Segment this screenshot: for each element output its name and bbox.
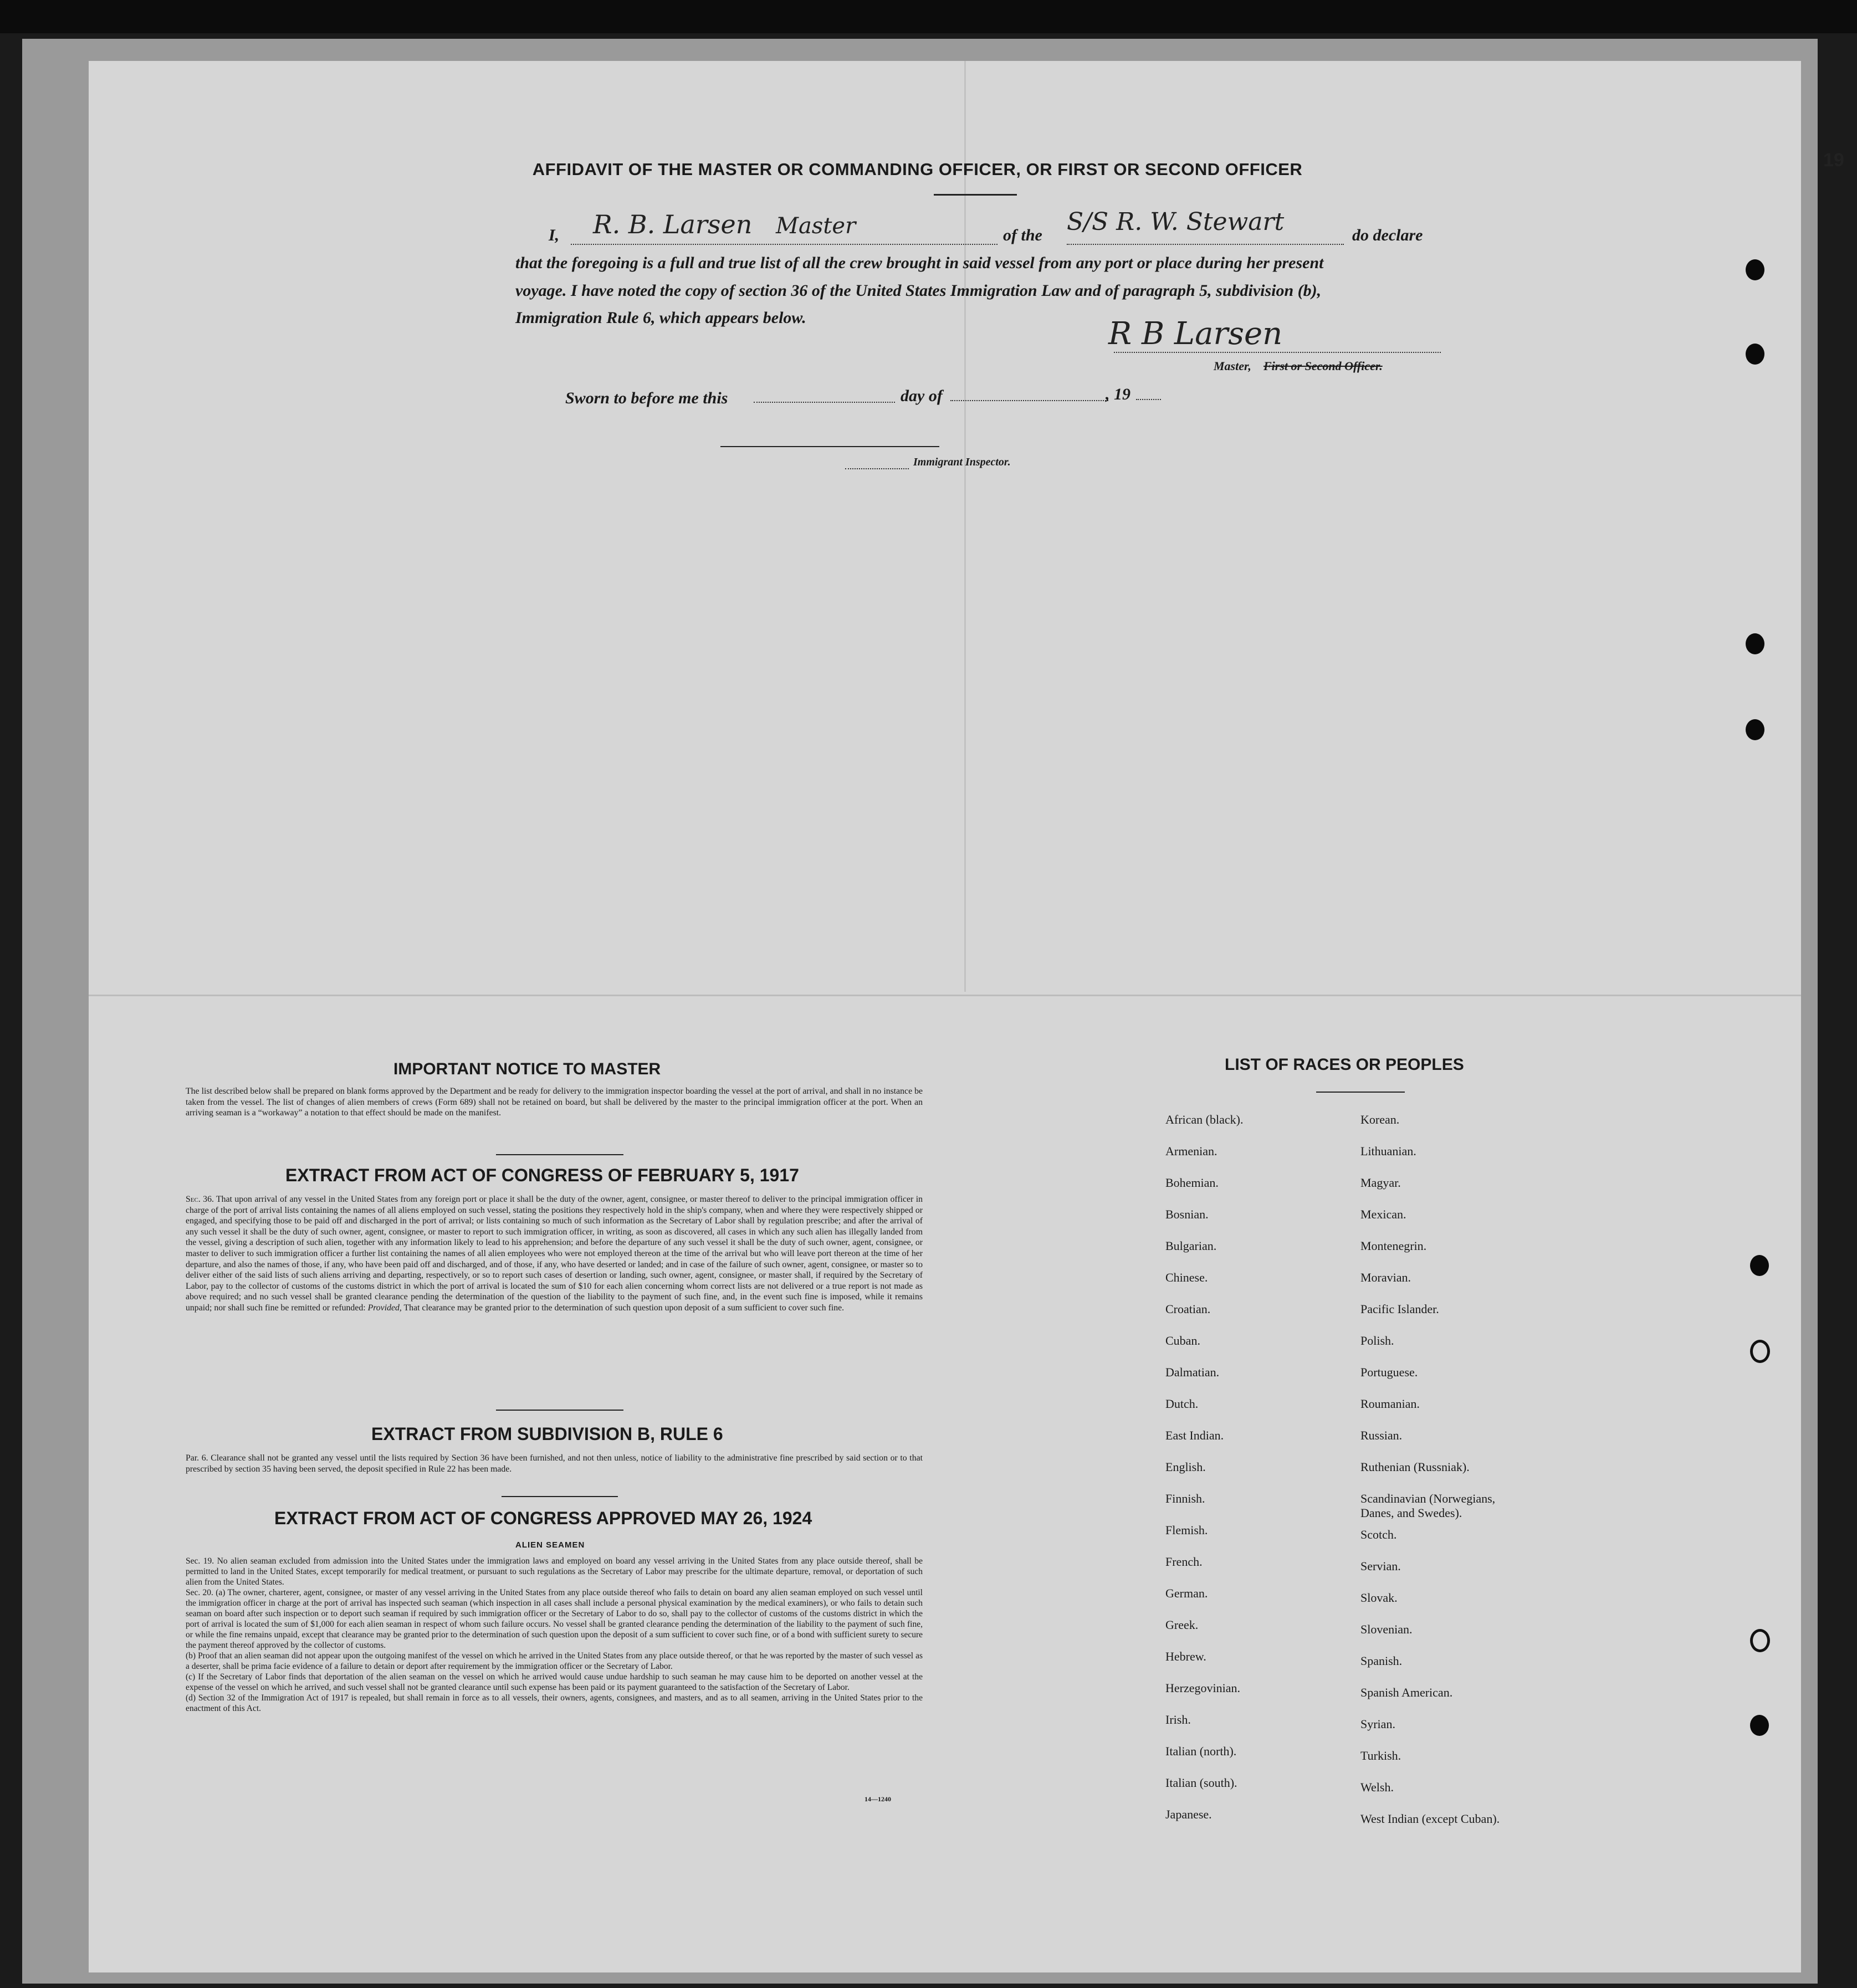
punch-hole-reinforced: [1750, 1340, 1770, 1363]
race-item: Korean.: [1360, 1113, 1400, 1126]
race-item: Magyar.: [1360, 1176, 1401, 1190]
affidavit-title: AFFIDAVIT OF THE MASTER OR COMMANDING OFFICER, OR FIRST OR SECOND OFFICER: [532, 160, 1303, 179]
notice-text: The list described below shall be prepared on blank forms approved by the Department and be ready for delivery to the immigration inspector boarding the vessel at the port of arrival, and shall in no instance be taken from the vessel. The list of changes of alien members of crews (Form 689) shall not be retained on board, but shall be delivered by the master to the principal immigration officer at the port. When an arriving seaman is a “workaway” a notation to that effect should be made on the manifest.: [186, 1087, 923, 1118]
race-item: Roumanian.: [1360, 1397, 1420, 1411]
punch-hole: [1750, 1255, 1769, 1276]
race-item: English.: [1165, 1460, 1206, 1474]
race-item: French.: [1165, 1555, 1203, 1569]
affidavit-do-declare: do declare: [1352, 226, 1423, 244]
month-blank: [950, 400, 1108, 401]
inspector-blank: [845, 468, 909, 469]
race-item: Japanese.: [1165, 1807, 1212, 1821]
fold-line-horizontal: [89, 995, 1801, 996]
affidavit-of-the: of the: [1003, 226, 1042, 244]
race-item: Portuguese.: [1360, 1365, 1418, 1379]
race-item: Servian.: [1360, 1559, 1401, 1573]
punch-hole: [1746, 633, 1764, 654]
race-item: Syrian.: [1360, 1717, 1395, 1731]
race-item: Herzegovinian.: [1165, 1681, 1240, 1695]
race-item: Moravian.: [1360, 1270, 1411, 1284]
race-item: Lithuanian.: [1360, 1144, 1416, 1158]
race-item: Russian.: [1360, 1428, 1403, 1442]
sec-20c-text: (c) If the Secretary of Labor finds that deportation of the alien seaman on the vessel on which he arrived would cause undue hardship to such seaman he may cause him to be deported on another vessel at the expense of the vessel on which he arrived, and such vessel shall not be granted clearance until such expense has been paid or its payment guaranteed to the satisfaction of the Secretary of Labor.: [186, 1672, 923, 1692]
race-item: Polish.: [1360, 1334, 1394, 1347]
race-item: Flemish.: [1165, 1523, 1208, 1537]
affidavit-line4: Immigration Rule 6, which appears below.: [515, 309, 806, 327]
punch-hole-reinforced: [1750, 1629, 1770, 1652]
race-item: Slovak.: [1360, 1591, 1398, 1605]
notice-title: IMPORTANT NOTICE TO MASTER: [393, 1060, 661, 1078]
fold-line-vertical: [964, 61, 966, 992]
sec-20d-text: (d) Section 32 of the Immigration Act of 1917 is repealed, but shall remain in force as to all vessels, their owners, agents, consignees, and masters, and as to all seamen, arriving in the United States prior to the enactment of this Act.: [186, 1693, 923, 1713]
proviso-word: Provided,: [367, 1303, 402, 1313]
race-item: West Indian (except Cuban).: [1360, 1812, 1500, 1826]
race-item: Greek.: [1165, 1618, 1199, 1632]
name-blank: [571, 244, 997, 245]
race-item: Mexican.: [1360, 1207, 1406, 1221]
race-item: Ruthenian (Russniak).: [1360, 1460, 1470, 1474]
form-code: 14—1240: [864, 1795, 891, 1803]
alien-seamen-subtitle: ALIEN SEAMEN: [515, 1540, 585, 1550]
races-title: LIST OF RACES OR PEOPLES: [1225, 1056, 1464, 1074]
signature-blank: [1114, 352, 1441, 353]
extract-1917-title: EXTRACT FROM ACT OF CONGRESS OF FEBRUARY 5, 1917: [285, 1165, 799, 1185]
race-item: Italian (south).: [1165, 1776, 1237, 1790]
handwritten-vessel: S/S R. W. Stewart: [1067, 208, 1285, 236]
race-item: Bulgarian.: [1165, 1239, 1217, 1253]
officer-label-struck: First or Second Officer.: [1263, 359, 1383, 373]
race-item: Welsh.: [1360, 1780, 1394, 1794]
year-prefix: , 19: [1106, 385, 1130, 403]
notice-rule: [496, 1154, 623, 1155]
race-item: Slovenian.: [1360, 1622, 1413, 1636]
inspector-label: Immigrant Inspector.: [913, 456, 1011, 468]
race-item: Armenian.: [1165, 1144, 1217, 1158]
master-label: Master,: [1214, 359, 1251, 373]
affidavit-line2: that the foregoing is a full and true list of all the crew brought in said vessel from any port or place during her present: [515, 254, 1324, 272]
extract-1924-title: EXTRACT FROM ACT OF CONGRESS APPROVED MAY 26, 1924: [274, 1508, 812, 1528]
race-item: East Indian.: [1165, 1428, 1224, 1442]
race-item: Scandinavian (Norwegians, Danes, and Swedes).: [1360, 1492, 1496, 1520]
race-item: Irish.: [1165, 1713, 1191, 1726]
race-item: Finnish.: [1165, 1492, 1205, 1505]
race-item: Bosnian.: [1165, 1207, 1209, 1221]
race-item: Chinese.: [1165, 1270, 1208, 1284]
master-signature: R B Larsen: [1108, 316, 1283, 352]
race-item: Croatian.: [1165, 1302, 1211, 1316]
subdivision-text: Par. 6. Clearance shall not be granted any vessel until the lists required by Section 36 have been furnished, and not then unless, notice of liability to the administrative fine prescribed by said section or to that prescribed by section 35 having been served, the deposit specified in Rule 22 has been made.: [186, 1453, 923, 1474]
race-item: Pacific Islander.: [1360, 1302, 1439, 1316]
race-item: Hebrew.: [1165, 1649, 1206, 1663]
punch-hole: [1746, 344, 1764, 365]
race-item: Spanish American.: [1360, 1685, 1453, 1699]
sec-36-label: Sec. 36.: [186, 1195, 214, 1204]
race-item: Italian (north).: [1165, 1744, 1237, 1758]
sec-19-text: Sec. 19. No alien seaman excluded from admission into the United States under the immigration laws and employed on board any vessel arriving in the United States from any place outside thereof, shall be permitted to land in the United States, except temporarily for medical treatment, or pursuant to such regulations as the Secretary of Labor may prescribe for the ultimate departure, removal, or deportation of such alien from the United States.: [186, 1556, 923, 1587]
year-blank: [1136, 399, 1161, 400]
race-item: Dalmatian.: [1165, 1365, 1220, 1379]
affidavit-i: I,: [549, 226, 560, 244]
rule-subdivision: [502, 1496, 618, 1497]
punch-hole: [1746, 259, 1764, 280]
race-item: African (black).: [1165, 1113, 1244, 1126]
sec-36-end: That clearance may be granted prior to the determination of such question upon deposit of a sum sufficient to cover such fine.: [403, 1303, 845, 1313]
race-item: Spanish.: [1360, 1654, 1403, 1668]
race-item: German.: [1165, 1586, 1208, 1600]
sec-20b-text: (b) Proof that an alien seaman did not appear upon the outgoing manifest of the vessel on which he arrived in the United States from any place outside thereof, or that he was reported by the master of such vessel as a deserter, shall be prima facie evidence of a failure to detain or deport after requirement by the immigration officer or the Secretary of Labor.: [186, 1651, 923, 1671]
corner-page-number: 19: [1823, 150, 1844, 171]
extract-1924-body: [186, 1556, 923, 1714]
race-item: Dutch.: [1165, 1397, 1199, 1411]
race-item: Bohemian.: [1165, 1176, 1219, 1190]
race-item: Montenegrin.: [1360, 1239, 1427, 1253]
title-rule: [934, 194, 1017, 196]
day-of-text: day of: [901, 387, 943, 405]
affidavit-line3: voyage. I have noted the copy of section 36 of the United States Immigration Law and of paragraph 5, subdivision (b),: [515, 281, 1322, 300]
race-item: Scotch.: [1360, 1528, 1397, 1541]
inspector-rule: [720, 446, 939, 447]
punch-hole: [1750, 1715, 1769, 1736]
race-item: Turkish.: [1360, 1749, 1401, 1762]
race-item: Cuban.: [1165, 1334, 1200, 1347]
sworn-text: Sworn to before me this: [565, 389, 728, 407]
extract-1917-body: [186, 1194, 923, 1314]
sec-36-text: That upon arrival of any vessel in the United States from any foreign port or place it shall be the duty of the owner, agent, consignee, or master thereof to deliver to the principal immigration officer in charge of the port of arrival lists containing the names of all aliens employed on such vessel, stating the positions they respectively hold in the ship's company, when and where they were respectively shipped or engaged, and specifying those to be paid off and discharged in the port of arrival; or lists containing so much of such information as the Secretary of Labor shall by regulation prescribe; and after the arrival of any such vessel it shall be the duty of such owner, agent, consignee, or master to report to such immigration officer, in writing, as soon as discovered, all cases in which any such alien has illegally landed from the vessel, giving a description of such alien, together with any information likely to lead to his apprehension; and before the departure of any such vessel it shall be the duty of such owner, agent, consignee, or master to deliver to such immigration officer a further list containing the names of all alien employees who were not employed thereon at the time of the arrival but who will leave port thereon at the time of her departure, and also the names of those, if any, who have been paid off and discharged, and of those, if any, who have deserted or landed; and in case of the failure of such owner, agent, consignee, or master so to deliver either of the said lists of such aliens arriving and departing, respectively, or so to report such cases of desertion or landing, such owner, agent, consignee, or master shall, if required by the Secretary of Labor, pay to the collector of customs of the customs district in which the port of arrival is located the sum of $10 for each alien concerning whom correct lists are not delivered or a true report is not made as above required; and no such vessel shall be granted clearance pending the determination of the question of the liability to the payment of such fine, and, in the event such fine is imposed, while it remains unpaid; nor shall such fine be remitted or refunded:: [186, 1195, 923, 1313]
rule-1917: [496, 1410, 623, 1411]
sec-20a-text: Sec. 20. (a) The owner, charterer, agent, consignee, or master of any vessel arriving in the United States from any place outside thereof who fails to detain on board any alien seaman employed on such vessel until the immigration officer in charge at the port of arrival has inspected such seaman (which inspection in all cases shall include a personal physical examination by the medical examiners), or who fails to detain such seaman on board after such inspection or to deport such seaman if required by such immigration officer or the Secretary of Labor to do so, shall pay to the collector of customs of the customs district in which the port of arrival is located the sum of $1,000 for each alien seaman in respect of whom such failure occurs. No vessel shall be granted clearance pending the determination of the liability to the payment of such fine, or while the fine remains unpaid, except that clearance may be granted prior to the determination of such question upon the deposit of a sum sufficient to cover such fine, or of a bond with sufficient surety to secure the payment thereof approved by the collector of customs.: [186, 1588, 923, 1650]
handwritten-role: Master: [776, 213, 856, 239]
races-rule: [1316, 1092, 1405, 1093]
punch-hole: [1746, 719, 1764, 740]
sworn-day-blank: [754, 402, 895, 403]
vessel-blank: [1067, 244, 1344, 245]
scan-border-top: [0, 0, 1857, 33]
subdivision-title: EXTRACT FROM SUBDIVISION B, RULE 6: [371, 1424, 723, 1444]
handwritten-name: R. B. Larsen: [593, 209, 753, 239]
